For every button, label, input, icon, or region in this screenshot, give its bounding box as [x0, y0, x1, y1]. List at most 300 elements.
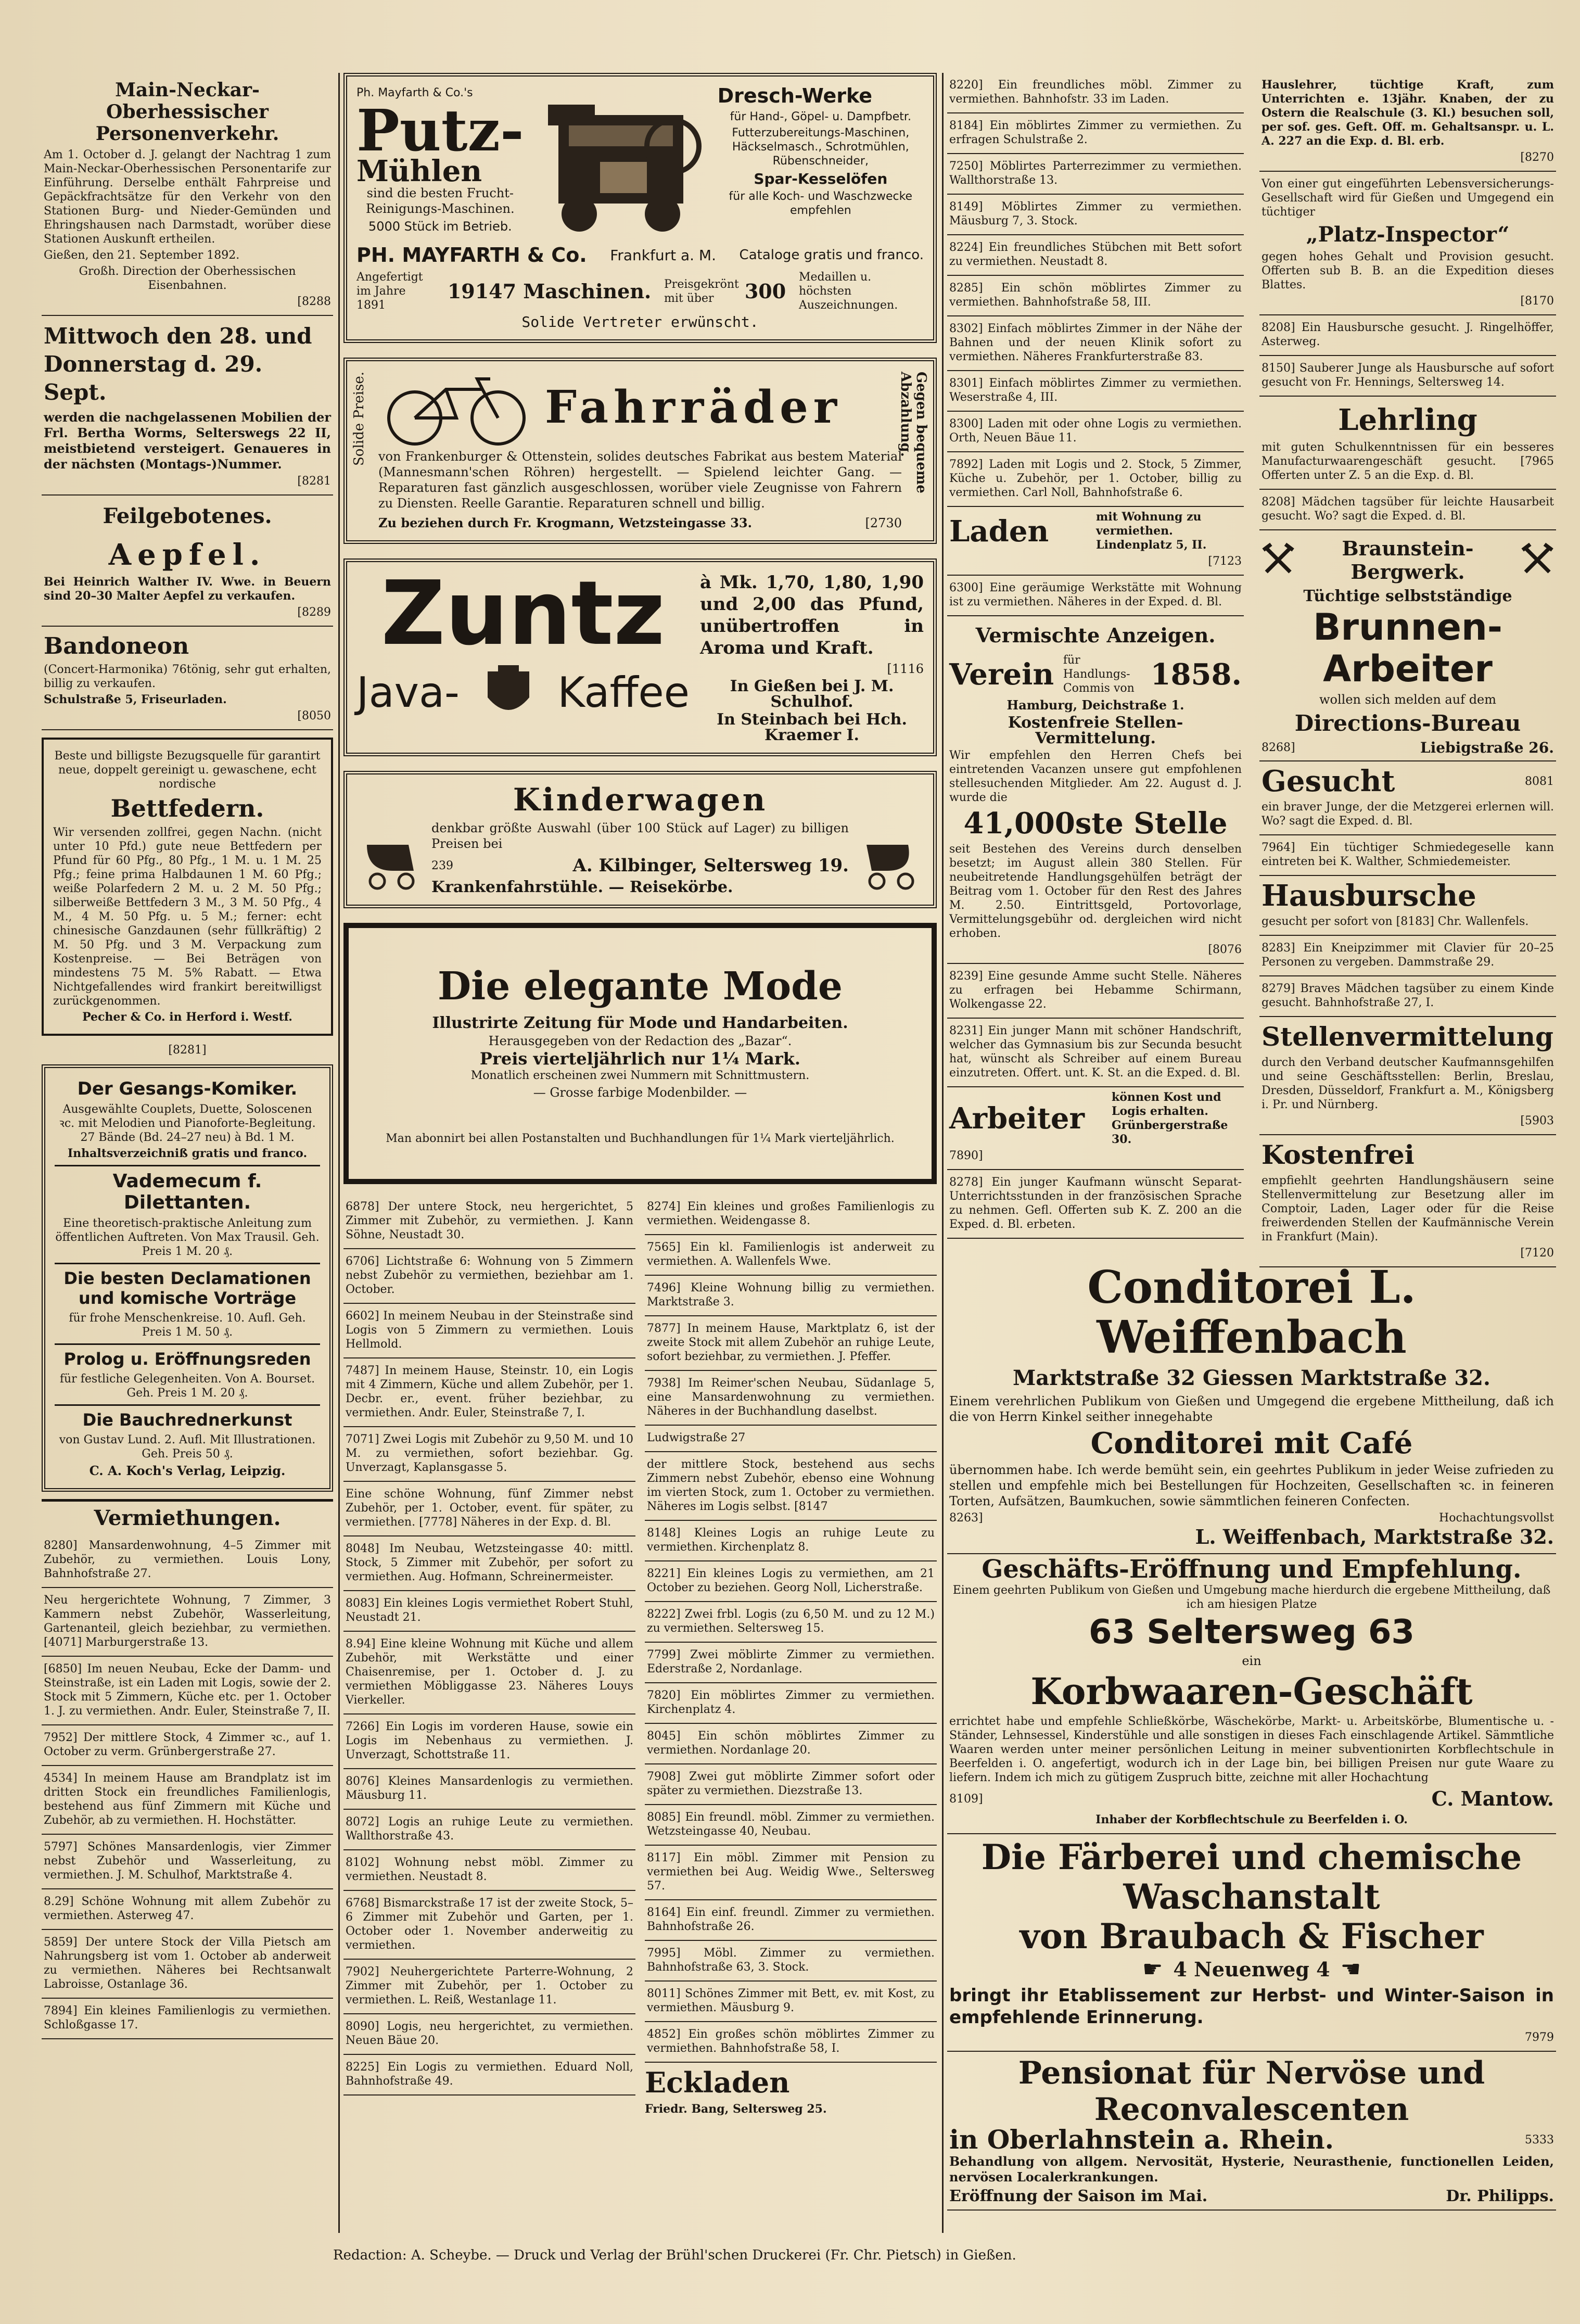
- braunstein-ad: [1259, 530, 1556, 761]
- mode-sub: Illustrirte Zeitung für Mode und Handarbeiten.: [432, 1014, 848, 1032]
- rental-ad: [645, 1602, 937, 1643]
- rental-ad: [42, 1889, 333, 1930]
- may-city: Frankfurt a. M.: [610, 246, 716, 264]
- rental-ad-text: 5797] Schönes Mansardenlogis, vier Zimmer nebst Zubehör und Wasserleitung, zu vermiethen. J. M. Schulhof, Marktstraße 4.: [44, 1840, 331, 1882]
- verm-title: Vermiethungen.: [94, 1506, 281, 1530]
- prolog-text: für festliche Gelegenheiten. Von A. Bourset. Geh. Preis 1 M. 20 ₰.: [59, 1373, 315, 1400]
- rental-ad-text: 7799] Zwei möblirte Zimmer zu vermiethen. Ederstraße 2, Nordanlage.: [647, 1648, 935, 1675]
- korb-ein: ein: [1242, 1654, 1262, 1668]
- mode-title: Die elegante Mode: [437, 964, 843, 1009]
- hausbursche2-text: 8150] Sauberer Junge als Hausbursche auf sofort gesucht von Fr. Hennings, Seltersweg 14.: [1262, 362, 1554, 389]
- stellen-num: [5903: [1520, 1114, 1554, 1127]
- komiker-title: Der Gesangs-Komiker.: [77, 1078, 298, 1099]
- braun-num: 8268]: [1262, 741, 1295, 754]
- feil-title: Feilgebotenes.: [103, 504, 272, 528]
- plate-intro: Von einer gut eingeführten Lebensversicherungs-Gesellschaft wird für Gießen und Umgegend ein tüchtiger: [1262, 177, 1554, 219]
- werk-text: 6300] Eine geräumige Werkstätte mit Wohnung ist zu vermiethen. Näheres in der Exped. d. Bl.: [949, 581, 1242, 608]
- rental-ad-text: 6602] In meinem Neubau in der Steinstraße sind Logis von 5 Zimmern zu vermiethen. Louis Hellmold.: [346, 1310, 633, 1351]
- rental-ad: [343, 2055, 635, 2096]
- rental-ad: [645, 1846, 937, 1900]
- rental-ad: [343, 1249, 635, 1304]
- crossed-hammers-icon: [1521, 542, 1554, 578]
- amme-text: 8239] Eine gesunde Amme sucht Stelle. Näheres zu erfragen bei Hebamme Schirmann, Wolkengasse 22.: [949, 970, 1242, 1011]
- rental-ad-text: 7892] Laden mit Logis und 2. Stock, 5 Zimmer, Küche u. Zubehör, per 1. October, billig zu vermiethen. Carl Noll, Bahnhofstraße 6.: [949, 458, 1242, 499]
- maedchen-ad: [1259, 490, 1556, 530]
- rental-ad-text: 7565] Ein kl. Familienlogis ist anderweit zu vermiethen. A. Wallenfels Wwe.: [647, 1241, 935, 1268]
- pointing-hand-icon: ☚: [1340, 1956, 1361, 1983]
- cond-num: 8263]: [949, 1512, 983, 1525]
- bandoneon-title: Bandoneon: [44, 633, 189, 659]
- bett-num: [8281]: [168, 1044, 207, 1057]
- rental-ad-text: 8045] Ein schön möblirtes Zimmer zu vermiethen. Nordanlage 20.: [647, 1730, 935, 1757]
- rental-ad-text: 7908] Zwei gut möblirte Zimmer sofort oder später zu vermiethen. Diezstraße 13.: [647, 1770, 935, 1797]
- column-middle: [343, 73, 937, 2118]
- may-dresch: Dresch-Werke: [717, 84, 873, 107]
- braun-big: Brunnen-Arbeiter: [1313, 606, 1502, 690]
- zuntz-giessen: In Gießen bei J. M. Schulhof.: [730, 677, 894, 711]
- kaufmann-ad: [947, 1019, 1244, 1087]
- train-title: Main-Neckar-Oberhessischer Personenverkehr.: [95, 79, 279, 145]
- arbeiter-text: können Kost und Logis erhalten. Grünbergerstraße 30.: [1112, 1090, 1228, 1146]
- mode-monat: Monatlich erscheinen zwei Nummern mit Schnittmustern.: [470, 1069, 810, 1082]
- rental-ad-text: 6878] Der untere Stock, neu hergerichtet, 5 Zimmer mit Zubehör, zu vermiethen. J. Kann Söhne, Neustadt 30.: [346, 1200, 633, 1241]
- laden-ad: [947, 507, 1244, 576]
- rental-ad: [947, 316, 1244, 371]
- fahr-text: von Frankenburger & Ottenstein, solides deutsches Fabrikat aus bestem Material (Mannesmann'schen Röhren) hergestellt. — Spielend leichter Gang. — Reparaturen fast gänzlich ausgeschlossen, worüber viele Zeugnisse von Fahrern zu Diensten. Reelle Garantie. Reparaturen schnell und billig.: [378, 449, 902, 511]
- rental-ad-text: 6706] Lichtstraße 6: Wohnung von 5 Zimmern nebst Zubehör zu vermiethen, beziehbar am 1. October.: [346, 1255, 633, 1296]
- rental-ad-text: 6768] Bismarckstraße 17 ist der zweite Stock, 5–6 Zimmer mit Zubehör und Garten, per 1. October oder 1. November anderweitig zu vermiethen.: [346, 1897, 633, 1952]
- rental-ad: [645, 1235, 937, 1276]
- verein-text1: Wir empfehlen den Herren Chefs bei eintretenden Vacanzen unsere gut empfohlenen stellesuchenden Mitglieder. Am 22. August d. J. wurde die: [949, 749, 1242, 804]
- rental-ad: [947, 276, 1244, 316]
- rental-ad: [947, 412, 1244, 452]
- rental-ad-text: 8076] Kleines Mansardenlogis zu vermiethen. Mäusburg 11.: [346, 1775, 633, 1802]
- koch-sign: C. A. Koch's Verlag, Leipzig.: [89, 1463, 286, 1478]
- verein-ad: [947, 650, 1244, 964]
- rental-ad-text: der mittlere Stock, bestehend aus sechs Zimmern nebst Zubehör, ebenso eine Wohnung im vierten Stock, zum 1. October zu vermiethen. Näheres im Logis selbst. [8147: [647, 1458, 935, 1513]
- hausbursche3-ad: [1259, 876, 1556, 936]
- lehrling-text: mit guten Schulkenntnissen für ein besseres Manufacturwaarengeschäft gesucht. [7965 Offerten unter Z. 5 an die Exp. d. Bl.: [1262, 441, 1554, 482]
- crossed-hammers-icon: [1262, 542, 1295, 578]
- bett-intro: Beste und billigste Bezugsquelle für garantirt neue, doppelt gereinigt u. gewaschene, echt nordische: [54, 750, 321, 791]
- zimmer-list: [947, 73, 1244, 507]
- may-preis: Preisgekrönt mit über: [664, 277, 739, 305]
- aepfel-num: [8289: [297, 606, 331, 619]
- bandoneon-ad: [42, 627, 333, 730]
- zuntz-num: [1116: [887, 662, 924, 676]
- kinder-sub: Krankenfahrstühle. — Reisekörbe.: [431, 878, 733, 896]
- cond-hoch: Hochachtungsvollst: [1439, 1512, 1554, 1525]
- rental-ad-text: 8085] Ein freundl. möbl. Zimmer zu vermiethen. Wetzsteingasse 40, Neubau.: [647, 1811, 935, 1838]
- rental-ad: [645, 1521, 937, 1561]
- zuntz-steinbach: In Steinbach bei Hch. Kraemer I.: [717, 710, 907, 744]
- werk-ad: [947, 576, 1244, 616]
- plate-num: [8170: [1520, 295, 1554, 308]
- rental-ad: [645, 1900, 937, 1941]
- korb-num: 8109]: [949, 1792, 983, 1806]
- pointing-hand-icon: ☛: [1142, 1956, 1163, 1983]
- hausbursche2-ad: [1259, 356, 1556, 397]
- imprint-footer: Redaction: A. Scheybe. — Druck und Verlag der Brühl'schen Druckerei (Fr. Chr. Pietsch) in Gießen.: [333, 2247, 1016, 2263]
- rental-ad-text: 8072] Logis an ruhige Leute zu vermiethen. Wallthorstraße 43.: [346, 1815, 633, 1843]
- haus-num: [8270: [1520, 151, 1554, 164]
- kostenfrei-num: [7120: [1520, 1247, 1554, 1260]
- rental-ad: [645, 1643, 937, 1683]
- rental-ad-text: 8224] Ein freundliches Stübchen mit Bett sofort zu vermiethen. Neustadt 8.: [949, 241, 1242, 268]
- rental-ad-text: 7877] In meinem Hause, Marktplatz 6, ist der zweite Stock mit allem Zubehör an ruhige Leute, sofort beziehbar, zu vermiethen. J. Pfeffer.: [647, 1322, 935, 1363]
- komiker-free: Inhaltsverzeichniß gratis und franco.: [67, 1147, 308, 1160]
- hauslehrer-ad: [1259, 73, 1556, 172]
- lehrling-ad: [1259, 397, 1556, 490]
- faerberei-ad: [947, 1834, 1556, 2052]
- rental-ad-text: 7938] Im Reimer'schen Neubau, Südanlage 5, eine Mansardenwohnung zu vermiethen. Näheres in der Buchhandlung daselbst.: [647, 1377, 935, 1418]
- column-left: [42, 73, 333, 2039]
- rental-ad: [645, 1452, 937, 1521]
- rental-ad: [645, 1561, 937, 1602]
- right-bottom: [947, 1260, 1556, 2211]
- gesucht-num: 8081: [1525, 774, 1554, 788]
- kinder-title: Kinderwagen: [513, 782, 768, 818]
- koch-verlag-ad: [42, 1064, 333, 1492]
- kinder-name: A. Kilbinger, Seltersweg 19.: [572, 855, 849, 876]
- rental-ad: [343, 2014, 635, 2055]
- pram-icon: [356, 824, 424, 892]
- rental-ad-text: [6850] Im neuen Neubau, Ecke der Damm- und Steinstraße, ist ein Laden mit Logis, sowie der 2. Stock mit 5 Zimmern, Küche etc. per 1. October 1. J. zu vermiethen. Andr. Euler, Steinstraße 7, II.: [44, 1662, 331, 1718]
- pens-open: Eröffnung der Saison im Mai.: [949, 2187, 1208, 2205]
- auction-title: Mittwoch den 28. und Donnerstag d. 29. Sept.: [44, 323, 312, 405]
- rental-ad-text: 8225] Ein Logis zu vermiethen. Eduard Noll, Bahnhofstraße 49.: [346, 2061, 633, 2088]
- verm-list-b: [645, 1195, 937, 2063]
- pens-num: 5333: [1525, 2133, 1554, 2147]
- may-vertreter: Solide Vertreter erwünscht.: [521, 313, 759, 331]
- may-muehlen: Mühlen: [356, 154, 482, 188]
- bandoneon-num: [8050: [297, 709, 331, 722]
- korb-sub: Inhaber der Korbflechtschule zu Beerfelden i. O.: [1095, 1813, 1408, 1826]
- cond-cafe: Conditorei mit Café: [1090, 1426, 1413, 1461]
- rental-ad-text: 8048] Im Neubau, Wetzsteingasse 40: mittl. Stock, 5 Zimmer mit Zubehör, per sofort zu vermiethen. Aug. Hofmann, Schreinermeister.: [346, 1542, 633, 1583]
- rental-ad-text: 8184] Ein möblirtes Zimmer zu vermiethen. Zu erfragen Schulstraße 2.: [949, 119, 1242, 146]
- amme-ad: [947, 964, 1244, 1019]
- faerb-addr: 4 Neuenweg 4: [1173, 1957, 1330, 1981]
- kostenfrei-word: Kostenfrei: [1262, 1139, 1415, 1170]
- coat-of-arms-icon: [477, 661, 540, 723]
- bandoneon-sub: (Concert-Harmonika) 76tönig, sehr gut erhalten, billig zu verkaufen.: [44, 663, 331, 690]
- maedchen-text: 8208] Mädchen tagsüber für leichte Hausarbeit gesucht. Wo? sagt die Exped. d. Bl.: [1262, 496, 1554, 523]
- rental-ad: [645, 1805, 937, 1846]
- verein-fuer: für Handlungs-Commis von: [1063, 654, 1135, 695]
- franz-ad: [947, 1170, 1244, 1239]
- rental-ad: [343, 1591, 635, 1632]
- rental-ad: [42, 1999, 333, 2039]
- may-company: Ph. Mayfarth & Co.'s: [356, 86, 473, 99]
- rental-ad: [645, 1683, 937, 1724]
- rental-ad-text: 8.94] Eine kleine Wohnung mit Küche und allem Zubehör, mit Werkstätte und einer Chaisenremise, per 1. October d. J. zu vermiethen Möbliggasse 23. Näheres Louys Vierkeller.: [346, 1637, 633, 1707]
- rental-ad: [42, 1588, 333, 1657]
- declam-title: Die besten Declamationen und komische Vorträge: [63, 1268, 311, 1308]
- bett-title: Bettfedern.: [110, 794, 264, 822]
- faerb-text: bringt ihr Etablissement zur Herbst- und Winter-Saison in empfehlende Erinnerung.: [949, 1985, 1554, 2028]
- braun-addr: Liebigstraße 26.: [1420, 739, 1554, 756]
- may-machines: 19147 Maschinen.: [447, 279, 652, 303]
- mode-abo: Man abonnirt bei allen Postanstalten und Buchhandlungen für 1¼ Mark vierteljährlich.: [386, 1132, 895, 1145]
- laden-word: Laden: [949, 514, 1049, 549]
- rental-ad: [947, 235, 1244, 276]
- train-num: [8288: [297, 295, 331, 308]
- pens-title: Pensionat für Nervöse und Reconvalescenten: [1018, 2055, 1485, 2128]
- braves-ad: [1259, 976, 1556, 1017]
- zuntz-java: Java-: [356, 668, 460, 717]
- bauch-title: Die Bauchrednerkunst: [82, 1410, 292, 1430]
- rental-ad: [343, 1850, 635, 1891]
- train-notice: [42, 73, 333, 316]
- right-top-grid: [947, 73, 1556, 1267]
- conditorei-ad: [947, 1260, 1556, 1554]
- aepfel-ad: [42, 531, 333, 627]
- kaufmann-text: 8231] Ein junger Mann mit schöner Handschrift, welcher das Gymnasium bis zur Secunda besucht hat, wünscht als Schreiber auf einem Bureau einzutreten. Offert. unt. K. St. an die Exped. d. Bl.: [949, 1024, 1242, 1080]
- eckladen-title: Eckladen: [645, 2066, 790, 2099]
- faerb-title: Die Färberei und chemische Waschanstalt: [981, 1837, 1522, 1917]
- rental-ad-text: 8222] Zwei frbl. Logis (zu 6,50 M. und zu 12 M.) zu vermiethen. Seltersweg 15.: [647, 1608, 935, 1635]
- zuntz-kaffee: Kaffee: [557, 668, 690, 717]
- hausbursche-ad: [1259, 315, 1556, 356]
- rental-ad: [343, 1304, 635, 1358]
- cond-sign: L. Weiffenbach, Marktstraße 32.: [1195, 1525, 1554, 1548]
- fahr-num: [2730: [865, 516, 902, 530]
- rental-ad-text: 8011] Schönes Zimmer mit Bett, ev. mit Kost, zu vermiethen. Mäusburg 9.: [647, 1987, 935, 2014]
- rental-ad: [343, 1810, 635, 1850]
- small-ads-grid: [343, 1195, 937, 2118]
- rental-ad-text: 8117] Ein möbl. Zimmer mit Pension zu vermiethen bei Aug. Weidig Wwe., Seltersweg 57.: [647, 1851, 935, 1893]
- eckladen-sub: Friedr. Bang, Seltersweg 25.: [645, 2102, 827, 2116]
- rental-ad-text: 4852] Ein großes schön möblirtes Zimmer zu vermiethen. Bahnhofstraße 58, I.: [647, 2028, 935, 2055]
- arbeiter-word: Arbeiter: [949, 1101, 1085, 1136]
- may-angefertigt: Angefertigt im Jahre 1891: [356, 271, 423, 312]
- machine-illustration: [532, 84, 709, 240]
- bettfedern-ad: [42, 738, 333, 1036]
- braun-tuecht: Tüchtige selbstständige: [1303, 587, 1512, 605]
- verm-anz-title: Vermischte Anzeigen.: [975, 624, 1216, 647]
- verein-word: Verein: [949, 657, 1054, 692]
- korb-title: Korbwaaren-Geschäft: [1030, 1670, 1473, 1713]
- rental-ad: [42, 1657, 333, 1725]
- column-rule: [942, 73, 944, 2233]
- rental-ad-text: 7995] Möbl. Zimmer zu vermiethen. Bahnhofstraße 63, 3. Stock.: [647, 1947, 935, 1974]
- plate-text: gegen hohes Gehalt und Provision gesucht. Offerten sub B. B. an die Expedition dieses Blattes.: [1262, 250, 1554, 291]
- mode-hg: Herausgegeben von der Redaction des „Bazar“.: [488, 1034, 792, 1048]
- rental-ad: [645, 1724, 937, 1764]
- column-right: [947, 73, 1556, 1267]
- hausbursche-text2: gesucht per sofort von [8183] Chr. Wallenfels.: [1262, 915, 1529, 928]
- cond-addr: Marktstraße 32 Giessen Marktstraße 32.: [1013, 1366, 1490, 1390]
- arbeiter-ad: [947, 1087, 1244, 1170]
- braun-dir: Directions-Bureau: [1294, 710, 1521, 736]
- may-desc: sind die besten Frucht-Reinigungs-Maschinen.: [365, 186, 515, 216]
- rental-ad: [343, 1960, 635, 2014]
- rental-ad: [343, 1358, 635, 1427]
- verein-year: 1858.: [1150, 657, 1242, 692]
- zuntz-prices: à Mk. 1,70, 1,80, 1,90 und 2,00 das Pfund, unübertroffen in Aroma und Kraft.: [700, 572, 924, 658]
- verm-list: [42, 1533, 333, 2039]
- bett-sign: Pecher & Co. in Herford i. Westf.: [82, 1010, 292, 1024]
- rental-ad: [645, 1764, 937, 1805]
- rental-ad-text: 7902] Neuhergerichtete Parterre-Wohnung, 2 Zimmer mit Zubehör, per 1. October zu vermiethen. L. Reiß, Westanlage 11.: [346, 1965, 633, 2006]
- right-sub-b: [1259, 73, 1556, 1267]
- prolog-title: Prolog u. Eröffnungsreden: [63, 1349, 311, 1369]
- rental-ad: [645, 1426, 937, 1452]
- haus-text: Hauslehrer, tüchtige Kraft, zum Unterrichten e. 13jähr. Knaben, der zu Ostern die Realschule (3. Kl.) besuchen soll, per sof. ges. Geft. Off. m. Gehaltsanspr. u. L. A. 227 an die Exp. d. Bl. erb.: [1262, 78, 1554, 148]
- rental-ad: [343, 1482, 635, 1536]
- may-catalog: Cataloge gratis und franco.: [739, 247, 924, 263]
- bandoneon-addr: Schulstraße 5, Friseurladen.: [44, 693, 227, 706]
- pensionat-ad: [947, 2052, 1556, 2211]
- cond-text1: Einem verehrlichen Publikum von Gießen und Umgegend die ergebene Mittheilung, daß ich die von Herrn Kinkel seither innegehabte: [949, 1394, 1554, 1424]
- verein-num: [8076: [1208, 943, 1242, 956]
- kostenfrei-text: empfiehlt geehrten Handlungshäusern seine Stellenvermittelung zur Besetzung aller im Comptoir, Laden, Lager oder für die Reise freiwerdenden Stellen der Kaufmännische Verein in Frankfurt (Main).: [1262, 1174, 1554, 1243]
- gesucht-text: ein braver Junge, der die Metzgerei erlernen will. Wo? sagt die Exped. d. Bl.: [1262, 801, 1554, 828]
- verm-list-a: [343, 1195, 635, 2118]
- train-text: Am 1. October d. J. gelangt der Nachtrag 1 zum Main-Neckar-Oberhessischen Personentarife zur Einführung. Derselbe enthält Fahrpreise und Gepäckfrachtsätze für den Verkehr von den Stationen Burg- und Nieder-Gemünden und Ehringshausen nach Darmstadt, worüber diese Stationen Auskunft ertheilen.: [44, 148, 331, 246]
- inspector-ad: [1259, 172, 1556, 315]
- faerb-num: 7979: [1525, 2031, 1554, 2044]
- bicycle-icon: [378, 369, 534, 447]
- train-sign: Großh. Direction der Oberhessischen Eisenbahnen.: [79, 265, 296, 292]
- rental-ad: [42, 1930, 333, 1999]
- verein-kosten: Kostenfreie Stellen-Vermittelung.: [1008, 714, 1183, 747]
- kinder-text: denkbar größte Auswahl (über 100 Stück auf Lager) zu billigen Preisen bei: [431, 821, 849, 851]
- auction-num: [8281: [297, 475, 331, 488]
- stellen-title: Stellenvermittelung: [1262, 1021, 1553, 1052]
- rental-ad-text: 8148] Kleines Logis an ruhige Leute zu vermiethen. Kirchenplatz 8.: [647, 1527, 935, 1554]
- verm-list-b-wrap: [645, 1195, 937, 2118]
- stellen-ad: [1259, 1017, 1556, 1135]
- rental-ad: [645, 1982, 937, 2022]
- rental-ad: [947, 452, 1244, 507]
- pens-sign: Dr. Philipps.: [1446, 2187, 1554, 2205]
- pens-place: in Oberlahnstein a. Rhein.: [949, 2124, 1334, 2155]
- korb-intro-title: Geschäfts-Eröffnung und Empfehlung.: [982, 1555, 1522, 1584]
- pens-text: Behandlung von allgem. Nervosität, Hysterie, Neurasthenie, functionellen Leiden, nervösen Localerkrankungen.: [949, 2154, 1554, 2185]
- rental-ad-text: 8083] Ein kleines Logis vermiethet Robert Stuhl, Neustadt 21.: [346, 1597, 633, 1624]
- rental-ad: [343, 1632, 635, 1715]
- rental-ad: [645, 2022, 937, 2063]
- aepfel-text: Bei Heinrich Walther IV. Wwe. in Beuern sind 20–30 Malter Aepfel zu verkaufen.: [44, 575, 331, 603]
- cond-title: Conditorei L. Weiffenbach: [1087, 1261, 1416, 1364]
- fahrraeder-ad: [343, 358, 937, 544]
- laden-num: [7123: [1208, 555, 1242, 568]
- hausbursche-text: 8208] Ein Hausbursche gesucht. J. Ringelhöffer, Asterweg.: [1262, 321, 1554, 348]
- rental-ad-text: Eine schöne Wohnung, fünf Zimmer nebst Zubehör, per 1. October, event. für später, zu vermiethen. [7778] Näheres in der Exp. d. Bl.: [346, 1488, 633, 1529]
- lehrling-title: Lehrling: [1338, 403, 1477, 437]
- rental-ad: [42, 1725, 333, 1766]
- kneip-ad: [1259, 936, 1556, 976]
- may-medaillen: Medaillen u. höchsten Auszeichnungen.: [798, 271, 898, 312]
- rental-ad-text: 8220] Ein freundliches möbl. Zimmer zu vermiethen. Bahnhofstr. 33 im Laden.: [949, 79, 1242, 106]
- franz-text: 8278] Ein junger Kaufmann wünscht Separat-Unterrichtsstunden in der französischen Sprache zu nehmen. Gefl. Offerten sub K. Z. 200 an die Exped. d. Bl. erbeten.: [949, 1176, 1242, 1231]
- right-sub-a: [947, 73, 1244, 1267]
- zuntz-ad: [343, 558, 937, 756]
- may-spar-sub: für alle Koch- und Waschzwecke empfehlen: [729, 190, 913, 217]
- rental-ad: [645, 1316, 937, 1371]
- auction-notice: [42, 316, 333, 496]
- mode-ad: [343, 923, 937, 1184]
- rental-ad: [645, 1371, 937, 1426]
- auction-text: werden die nachgelassenen Mobilien der Frl. Bertha Worms, Selterswegs 22 II, meistbietend versteigert. Genaueres in der nächsten (Montags-)Nummer.: [44, 410, 331, 472]
- rental-ad-text: 8149] Möblirtes Zimmer zu vermiethen. Mäusburg 7, 3. Stock.: [949, 200, 1242, 227]
- rental-ad: [42, 1533, 333, 1588]
- rental-ad-text: 7487] In meinem Hause, Steinstr. 10, ein Logis mit 4 Zimmern, Küche und allem Zubehör, per 1. Decbr. er., event. früher beziehbar, zu vermiethen. Andr. Euler, Steinstraße 7, I.: [346, 1364, 633, 1419]
- fahr-title: Fahrräder: [545, 381, 843, 434]
- rental-ad-text: 7952] Der mittlere Stock, 4 Zimmer ꝛc., auf 1. October zu verm. Grünbergerstraße 27.: [44, 1731, 331, 1758]
- rental-ad-text: 8221] Ein kleines Logis zu vermiethen, am 21 October zu beziehen. Georg Noll, Licherstraße.: [647, 1567, 935, 1594]
- korb-addr: 63 Seltersweg 63: [1088, 1613, 1415, 1652]
- fahr-side-right: Gegen bequeme Abzahlung.: [898, 372, 929, 493]
- verein-big: 41,000ste Stelle: [963, 806, 1228, 841]
- laden-text: mit Wohnung zu vermiethen. Lindenplatz 5, II.: [1096, 510, 1207, 552]
- may-dresch-sub: für Hand-, Göpel- u. Dampfbetr.: [730, 110, 911, 123]
- kostenfrei-ad: [1259, 1135, 1556, 1267]
- rental-ad: [343, 1891, 635, 1960]
- train-place: Gießen, den 21. September 1892.: [44, 249, 240, 262]
- rental-ad: [42, 1766, 333, 1835]
- rental-ad-text: Neu hergerichtete Wohnung, 7 Zimmer, 3 Kammern nebst Zubehör, Wasserleitung, Gartenanteil, gleich beziehbar, zu vermiethen. [4071] Marburgerstraße 13.: [44, 1594, 331, 1649]
- may-list: Futterzubereitungs-Maschinen, Häckselmasch., Schrotmühlen, Rübenschneider,: [732, 126, 910, 168]
- vademecum-text: Eine theoretisch-praktische Anleitung zum öffentlichen Auftreten. Von Max Trausil. Geh. Preis 1 M. 20 ₰.: [55, 1217, 320, 1258]
- kneip-text: 8283] Ein Kneipzimmer mit Clavier für 20–25 Personen zu vergeben. Dammstraße 29.: [1262, 942, 1554, 969]
- may-spar: Spar-Kesselöfen: [754, 170, 888, 187]
- rental-ad-text: 8.29] Schöne Wohnung mit allem Zubehör zu vermiethen. Asterweg 47.: [44, 1895, 331, 1922]
- rental-ad: [343, 1769, 635, 1810]
- verein-city: Hamburg, Deichstraße 1.: [1006, 697, 1184, 713]
- rental-ad-text: 8285] Ein schön möblirtes Zimmer zu vermiethen. Bahnhofstraße 58, III.: [949, 282, 1242, 309]
- korb-intro: Einem geehrten Publikum von Gießen und Umgebung mache hierdurch die ergebene Mittheilung, daß ich am hiesigen Platze: [952, 1584, 1551, 1611]
- rental-ad-text: 7820] Ein möblirtes Zimmer zu vermiethen. Kirchenplatz 4.: [647, 1689, 935, 1716]
- may-putz: Putz-: [356, 97, 524, 164]
- may-300: 300: [744, 279, 786, 303]
- rental-ad-text: 4534] In meinem Hause am Brandplatz ist im dritten Stock ein freundliches Familienlogis, bestehend aus fünf Zimmern mit Küche und Zubehör, ab zu vermiethen. H. Hochstätter.: [44, 1772, 331, 1827]
- rental-ad-text: 5859] Der untere Stock der Villa Pietsch am Nahrungsberg ist vom 1. October ab anderweit zu vermiethen. Näheres bei Rechtsanwalt Labroisse, Ostanlage 36.: [44, 1936, 331, 1991]
- rental-ad-text: 7894] Ein kleines Familienlogis zu vermiethen. Schloßgasse 17.: [44, 2004, 331, 2031]
- korbwaaren-ad: [947, 1554, 1556, 1834]
- braves-text: 8279] Braves Mädchen tagsüber zu einem Kinde gesucht. Bahnhofstraße 27, I.: [1262, 982, 1554, 1009]
- rental-ad: [645, 1941, 937, 1982]
- braun-title: Braunstein-Bergwerk.: [1342, 537, 1474, 583]
- rental-ad: [343, 1536, 635, 1591]
- rental-ad-text: 8302] Einfach möblirtes Zimmer in der Nähe der Bahnen und der neuen Klinik sofort zu vermiethen. Näheres Frankfurterstraße 83.: [949, 322, 1242, 363]
- braun-text: wollen sich melden auf dem: [1319, 692, 1497, 707]
- vademecum-title: Vademecum f. Dilettanten.: [112, 1171, 262, 1213]
- rental-ad: [947, 195, 1244, 235]
- komiker-text: Ausgewählte Couplets, Duette, Soloscenen ꝛc. mit Melodien und Pianoforte-Begleitung. 27 Bände (Bd. 24–27 neu) à Bd. 1 M.: [59, 1103, 316, 1144]
- mode-preis: Preis vierteljährlich nur 1¼ Mark.: [479, 1049, 801, 1069]
- korb-text: errichtet habe und empfehle Schließkörbe, Wäschekörbe, Markt- u. Arbeitskörbe, Blumentische u. -Ständer, Lehnsessel, Kinderstühle und alle sonstigen in dieses Fach einschlagende Artikel. Sämmtliche Waaren werden unter meiner persönlichen Leitung in meiner subventionirten Korbflechtschule in Beerfelden i. O. angefertigt, wodurch ich in der Lage bin, bei billigen Preisen nur gute Waare zu liefern. Indem ich mich zu gütigem Zuspruch bitte, zeichne mit aller Hochachtung: [949, 1715, 1554, 1784]
- rental-ad-text: Ludwigstraße 27: [647, 1431, 746, 1444]
- mode-farbig: — Grosse farbige Modenbilder. —: [533, 1085, 747, 1100]
- rental-ad-text: 7266] Ein Logis im vorderen Hause, sowie ein Logis im Nebenhaus zu vermiethen. J. Unverzagt, Schottstraße 11.: [346, 1720, 633, 1761]
- verein-text2: seit Bestehen des Vereins durch denselben besetzt; im August allein 380 Stellen. Für neubeitretende Handlungsgehülfen beträgt der Beitrag vom 1. October für den Rest des Jahres M. 2.50. Eintrittsgeld, Portovorlage, Vermittelungsgebühr od. dergleichen wird nicht erhoben.: [949, 843, 1242, 940]
- gesucht-title: Gesucht: [1262, 764, 1395, 798]
- fahr-beziehen: Zu beziehen durch Fr. Krogmann, Wetzsteingasse 33.: [378, 515, 752, 530]
- aepfel-title: Aepfel.: [108, 538, 266, 572]
- kinder-num: 239: [431, 859, 453, 872]
- gesucht-ad: [1259, 761, 1556, 835]
- stellen-text: durch den Verband deutscher Kaufmannsgehilfen und seine Geschäftsstellen: Berlin, Breslau, Dresden, Düsseldorf, Frankfurt a. M., Königsberg i. Pr. und Nürnberg.: [1262, 1056, 1554, 1111]
- bauch-text: von Gustav Lund. 2. Aufl. Mit Illustrationen. Geh. Preis 50 ₰.: [59, 1433, 316, 1461]
- fahr-side-left: Solide Preise.: [351, 372, 367, 466]
- threshing-machine-icon: [538, 84, 704, 240]
- rental-ad: [645, 1195, 937, 1235]
- may-count: 5000 Stück im Betrieb.: [368, 219, 512, 234]
- kinderwagen-ad: [343, 771, 937, 908]
